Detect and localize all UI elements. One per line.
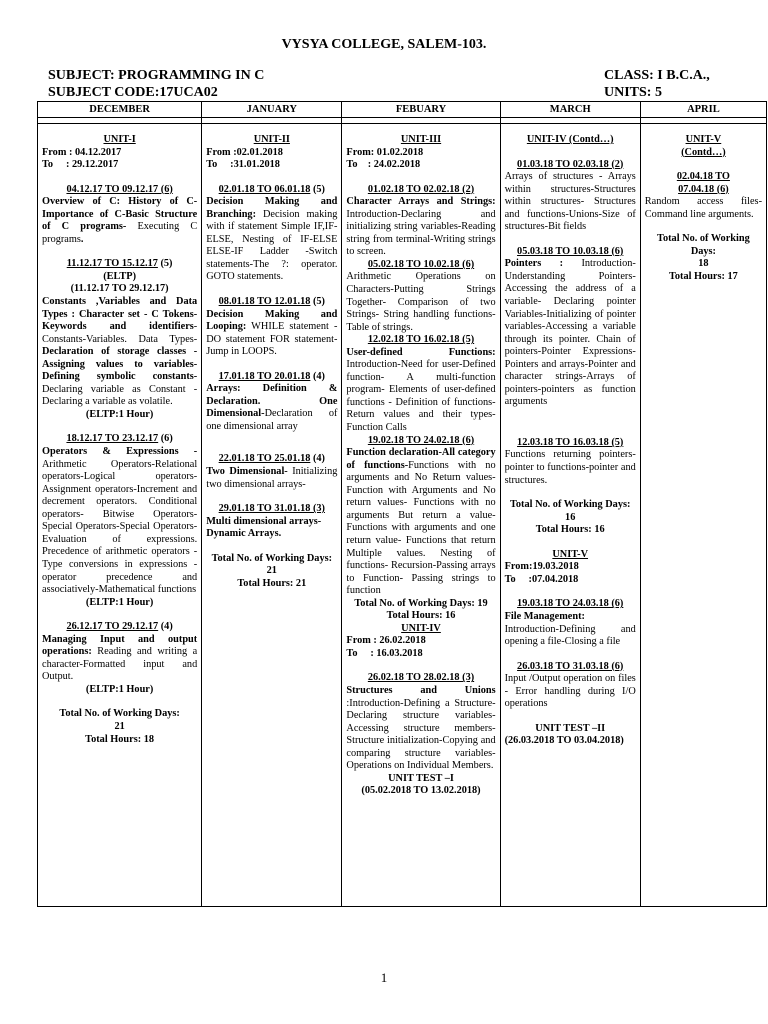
topic-title: File Management: (504, 610, 585, 622)
week-dates (206, 453, 337, 466)
total-days: 21 (114, 720, 125, 732)
february-column (342, 124, 500, 907)
week-range: 22.01.18 TO 25.01.18 (218, 453, 311, 465)
week-dates: 12.03.18 TO 16.03.18 (5) (517, 436, 624, 448)
week-topics: Random access files-Command line arguments. (644, 196, 762, 220)
week-dates: 29.01.18 TO 31.01.18 (3) (218, 503, 325, 515)
topic-title: Pointers : (504, 258, 564, 270)
week-count: (4) (312, 370, 325, 382)
topic-title: Decision Making and Looping: (206, 308, 338, 333)
from-date: From : 26.02.2018 (346, 635, 426, 647)
subject-name: SUBJECT: PROGRAMMING IN C (48, 68, 265, 83)
topic-title: Character Arrays and Strings: (346, 196, 496, 208)
unit-test-dates: (05.02.2018 TO 13.02.2018) (361, 785, 481, 797)
total-hours: Total Hours: 16 (386, 610, 456, 622)
total-days-label: Total No. of Working Days: (657, 233, 750, 257)
topic-text: Introduction-Declaring and initializing string variables-Reading string from terminal-Writing strings to screen. (346, 208, 496, 258)
unit-contd: (Contd…) (681, 146, 726, 158)
total-days-label: Total No. of Working Days: 21 (211, 552, 333, 577)
topic-text: Arithmetic Operators-Relational operators-Logical operators-Assignment operators-Increment and decrement operators. Conditional operators- Bitwise Operators- Special Operators-Special Operators-Evaluation of expressions. Precedence of arithmetic operators -Type conversions in expressions - operator precedence and associatively-Mathematical functions (42, 458, 198, 596)
unit-test-label: UNIT TEST –II (535, 722, 606, 734)
week-topics (346, 196, 495, 259)
week-range: 02.01.18 TO 06.01.18 (218, 183, 311, 195)
total-hours: Total Hours: 21 (237, 577, 307, 589)
week-dates (42, 258, 197, 271)
january-column (202, 124, 342, 907)
week-dates: 26.03.18 TO 31.03.18 (6) (517, 660, 624, 672)
from-date: From : 04.12.2017 (42, 146, 122, 158)
week-dates: 01.02.18 TO 02.02.18 (2) (367, 183, 475, 195)
units-label: UNITS: 5 (604, 85, 662, 100)
week-topics (346, 447, 495, 598)
week-topics: Arithmetic Operations on Characters-Putting Strings Together- Comparison of two Strings- String handling functions-Table of strings. (346, 271, 496, 333)
week-count: (5) (312, 183, 325, 195)
week-count: (5) (312, 296, 325, 308)
week-count: (6) (160, 433, 173, 445)
week-topics (42, 196, 197, 246)
week-dates (42, 621, 197, 634)
week-dates (206, 296, 337, 309)
from-date: From: 01.02.2018 (346, 146, 424, 158)
eltp-hours: (ELTP:1 Hour) (85, 596, 154, 608)
unit-heading: UNIT-IV (401, 622, 441, 634)
eltp-hours: (ELTP:1 Hour) (85, 408, 154, 420)
topic-title: Overview of C: History of C-Importance of C-Basic Structure of C programs- (42, 196, 198, 233)
week-dates: 26.02.18 TO 28.02.18 (3) (367, 672, 475, 684)
topic-text: Functions with no arguments and No Return values-Function with Arguments and No return values- Functions with no arguments But return a value- Functions with arguments and one return value- Functions that return Multiple values. Nesting of functions- Recursion-Passing arrays to Function- Passing strings to function (346, 459, 496, 597)
topic-text: :Introduction-Defining a Structure-Declaring structure variables-Accessing structure members-Structure initialization-Copying and comparing structure variables-Operations on Individual Members. (346, 697, 496, 772)
topic-text: Declaring variable as Constant - Declaring a variable as volatile. (42, 383, 198, 408)
from-date: From :02.01.2018 (206, 146, 283, 158)
topic-title: Arrays: Definition & Declaration. One Dimensional- (206, 383, 338, 420)
week-range: 26.12.17 TO 29.12.17 (66, 621, 159, 633)
month-header: JANUARY (202, 102, 342, 118)
week-dates: 02.04.18 TO (676, 171, 730, 183)
week-range: 08.01.18 TO 12.01.18 (218, 296, 311, 308)
topic-title: Structures and Unions (346, 684, 496, 696)
page-number: 1 (380, 970, 388, 985)
subject-code: SUBJECT CODE:17UCA02 (48, 85, 218, 100)
class-label: CLASS: I B.C.A., (604, 68, 710, 83)
total-days-label: Total No. of Working Days: 16 (509, 499, 631, 523)
week-topics: Multi dimensional arrays-Dynamic Arrays. (206, 515, 322, 540)
week-dates: 07.04.18 (6) (678, 183, 729, 195)
topic-text: Reading and writing a character-Formatted input and Output. (42, 646, 198, 683)
topic-title: Operators & Expressions - (42, 446, 198, 458)
content-row (38, 124, 767, 907)
week-dates: 05.02.18 TO 10.02.18 (6) (367, 258, 475, 270)
week-dates (42, 433, 197, 446)
week-dates: 19.02.18 TO 24.02.18 (6) (367, 434, 475, 446)
week-dates: 04.12.17 TO 09.12.17 (6) (66, 183, 173, 195)
march-column (500, 124, 640, 907)
college-title: VYSYA COLLEGE, SALEM-103. (281, 37, 487, 52)
week-count: (4) (160, 621, 173, 633)
topic-text: Introduction-Need for user-Defined function- A multi-function program- Elements of user-defined functions - Definition of functions-Return values and their types-Function Calls (346, 359, 496, 434)
week-topics (206, 196, 337, 284)
week-count: (4) (312, 453, 325, 465)
total-hours: Total Hours: 17 (668, 270, 738, 282)
unit-heading: UNIT-V (685, 134, 722, 145)
unit-heading: UNIT-II (253, 134, 290, 145)
unit-heading: UNIT-III (400, 134, 442, 145)
eltp-dates: (11.12.17 TO 29.12.17) (70, 283, 169, 295)
topic-title: Constants ,Variables and Data Types : Character set - C Tokens-Keywords and identifiers (42, 296, 198, 333)
topic-title: User-defined Functions: (346, 346, 496, 358)
to-date: To :31.01.2018 (206, 159, 280, 171)
topic-text: Introduction-Understanding Pointers-Accessing the address of a variable- Declaring pointer Variables-Initializing of pointer variables-Accessing a variable through its pointer. Chain of pointers-Pointer Expressions-Pointers and arrays-Pointer and character strings-Arrays of pointers-pointers as function arguments (504, 258, 636, 408)
to-date: To : 24.02.2018 (346, 159, 421, 171)
month-header: MARCH (500, 102, 640, 118)
week-range: 18.12.17 TO 23.12.17 (66, 433, 159, 445)
week-dates (206, 371, 337, 384)
week-topics (42, 634, 197, 684)
week-topics: Functions returning pointers- pointer to functions-pointer and structures. (504, 449, 636, 486)
topic-text: Decision making with if statement Simple IF,IF-ELSE, Nesting of IF-ELSE ELSE-IF Ladder -Switch statements-The ?: operator. GOTO statements. (206, 208, 338, 283)
month-header: APRIL (640, 102, 766, 118)
eltp-hours: (ELTP:1 Hour) (85, 683, 154, 695)
week-topics (505, 258, 636, 409)
april-column (640, 124, 766, 907)
topic-text: Declaration of one dimensional array (206, 408, 338, 432)
unit-heading: UNIT-V (552, 548, 589, 560)
topic-title: Two Dimensional- (206, 466, 288, 478)
month-header-row (38, 102, 767, 118)
week-topics: Arrays of structures - Arrays within structures-Structures within structures- Structures and functions-Unions-Size of structures-Bit fields (504, 171, 636, 233)
topic-title: Decision Making and Branching: (206, 196, 338, 220)
week-range: 11.12.17 TO 15.12.17 (66, 258, 158, 270)
total-days-label: Total No. of Working Days: (59, 708, 180, 720)
week-count: (5) (160, 258, 173, 270)
to-date: To : 16.03.2018 (346, 647, 423, 659)
month-header: DECEMBER (38, 102, 202, 118)
from-date: From:19.03.2018 (504, 561, 579, 573)
week-topics (42, 446, 197, 597)
total-days-label: Total No. of Working Days: 19 (354, 597, 488, 609)
total-hours: Total Hours: 16 (535, 524, 605, 536)
month-header: FEBUARY (342, 102, 500, 118)
to-date: To : 29.12.2017 (42, 159, 119, 171)
unit-test-label: UNIT TEST –I (388, 772, 454, 784)
week-topics (346, 685, 495, 773)
week-topics: Introduction-Defining and opening a file-Closing a file (504, 623, 636, 648)
week-dates: 12.02.18 TO 16.02.18 (5) (367, 334, 475, 346)
week-topics: Input /Output operation on files - Error handling during I/O operations (504, 673, 636, 710)
syllabus-schedule-table (37, 101, 767, 907)
week-dates (206, 184, 337, 197)
topic-text: WHILE statement - DO statement FOR statement-Jump in LOOPS. (206, 321, 338, 358)
total-days: 18 (698, 258, 709, 270)
december-column (38, 124, 202, 907)
week-range: 17.01.18 TO 20.01.18 (218, 370, 311, 382)
week-dates: 19.03.18 TO 24.03.18 (6) (517, 598, 624, 610)
topic-end: . (80, 233, 84, 245)
topic-text: Executing C programs (42, 221, 198, 245)
topic-title: Managing Input and output operations: (42, 633, 198, 658)
week-topics (206, 309, 337, 359)
unit-heading: UNIT-IV (Contd…) (526, 134, 614, 145)
week-topics (42, 296, 197, 409)
total-hours: Total Hours: 18 (85, 733, 155, 745)
topic-title: Function declaration-All category of functions- (346, 447, 496, 471)
week-dates: 05.03.18 TO 10.03.18 (6) (517, 245, 624, 257)
week-topics (206, 383, 337, 433)
topic-text: Initializing two dimensional arrays- (206, 466, 338, 490)
topic-title: Declaration of storage classes -Assigning values to variables- Defining symbolic constants- (42, 346, 198, 383)
unit-heading: UNIT-I (103, 134, 136, 145)
week-topics (346, 347, 495, 435)
week-topics (206, 466, 337, 491)
unit-test-dates: (26.03.2018 TO 03.04.2018) (504, 735, 624, 747)
eltp-label: (ELTP) (103, 270, 137, 282)
week-dates: 01.03.18 TO 02.03.18 (2) (517, 158, 624, 170)
topic-text: - Constants-Variables. Data Types- (42, 321, 198, 345)
to-date: To :07.04.2018 (504, 573, 579, 585)
